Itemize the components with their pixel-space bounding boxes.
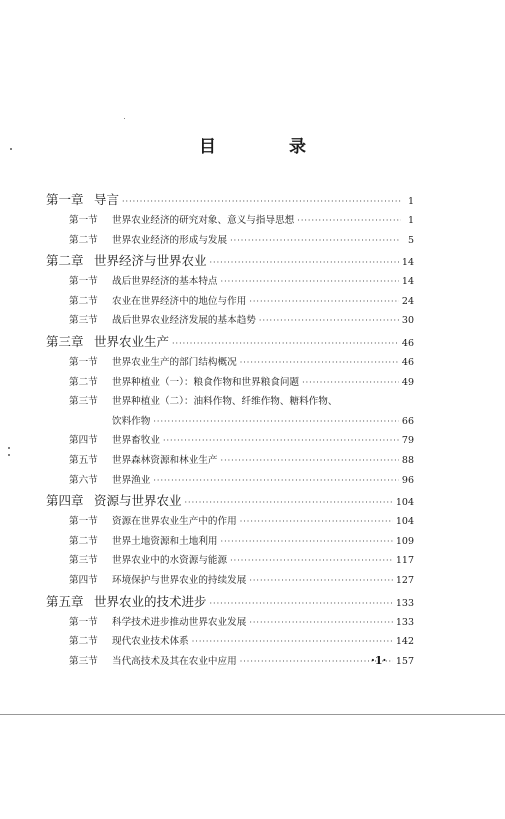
page-title: 目 录 [199, 137, 334, 157]
toc-page-number: 5 [407, 234, 414, 246]
scan-speck [8, 454, 10, 456]
toc-entry-number: 第一节 [69, 215, 98, 226]
toc-entry-title: 世界经济与世界农业 [94, 253, 207, 269]
toc-entry-number: 第六节 [69, 474, 98, 486]
toc-section-row[interactable] [46, 212, 414, 232]
toc-leader-dots [259, 316, 399, 325]
toc-section-row[interactable] [46, 393, 414, 413]
toc-leader-dots [240, 517, 393, 526]
toc-page-number: 46 [401, 356, 414, 368]
toc-entry-number: 第二章 [46, 253, 84, 269]
toc-page-number: 24 [401, 295, 414, 307]
toc-page-number: 79 [401, 435, 414, 447]
toc-entry-number: 第五节 [69, 454, 98, 466]
toc-leader-dots [221, 456, 399, 465]
toc-section-row[interactable] [46, 432, 414, 452]
toc-section-row[interactable] [46, 293, 414, 313]
toc-leader-dots [185, 498, 393, 507]
toc-entry-number: 第三节 [69, 396, 98, 408]
toc-entry-title: 世界土地资源和土地利用 [112, 535, 218, 547]
toc-entry-number: 第一章 [46, 192, 84, 207]
toc-page-number: 127 [395, 574, 414, 586]
toc-page-number: 66 [401, 415, 414, 427]
toc-chapter-row[interactable] [46, 592, 414, 614]
toc-section-row[interactable] [46, 633, 414, 653]
toc-page-number: 157 [395, 655, 414, 667]
toc-entry-number: 第二节 [69, 295, 98, 307]
toc-entry-number: 第二节 [69, 234, 98, 246]
toc-leader-dots [163, 436, 399, 445]
scan-speck [124, 118, 125, 119]
toc-section-row[interactable] [46, 572, 414, 592]
table-of-contents [46, 190, 414, 672]
toc-leader-dots [153, 476, 399, 485]
toc-leader-dots [172, 339, 399, 348]
toc-page-number: 133 [395, 616, 414, 628]
toc-chapter-row[interactable] [46, 190, 414, 212]
toc-entry-number: 第三节 [69, 655, 98, 667]
toc-leader-dots [153, 417, 399, 426]
toc-entry-title: 世界畜牧业 [112, 435, 160, 447]
toc-leader-dots [249, 576, 393, 585]
toc-entry-title: 世界种植业（一）：粮食作物和世界粮食问题 [112, 376, 300, 388]
scan-edge-line [0, 714, 505, 715]
toc-leader-dots [210, 258, 399, 267]
toc-entry-title: 世界农业的技术进步 [94, 593, 207, 609]
toc-page-number: 104 [395, 516, 414, 528]
toc-entry-number: 第五章 [46, 593, 84, 609]
toc-page-number: 1 [407, 215, 414, 226]
toc-section-row[interactable] [46, 653, 414, 673]
toc-entry-number: 第二节 [69, 535, 98, 547]
toc-section-row[interactable] [46, 413, 414, 433]
toc-section-row[interactable] [46, 452, 414, 472]
toc-section-row[interactable] [46, 513, 414, 533]
toc-page-number: 133 [395, 597, 414, 609]
toc-entry-title: 资源与世界农业 [94, 493, 182, 509]
toc-entry-title: 农业在世界经济中的地位与作用 [112, 295, 247, 307]
toc-entry-number: 第二节 [69, 376, 98, 388]
toc-leader-dots [210, 599, 393, 608]
toc-page-number: 142 [395, 636, 414, 648]
toc-leader-dots [249, 297, 399, 306]
toc-entry-title: 世界渔业 [112, 474, 151, 486]
toc-entry-number: 第四节 [69, 435, 98, 447]
toc-entry-title: 世界种植业（二）：油料作物、纤维作物、糖料作物、 [112, 396, 338, 408]
toc-section-row[interactable] [46, 614, 414, 634]
page-number: ·1· [371, 654, 387, 667]
toc-entry-title: 世界农业中的水资源与能源 [112, 555, 228, 567]
scan-speck [8, 447, 10, 449]
toc-entry-number: 第四章 [46, 493, 84, 509]
toc-page-number: 117 [395, 555, 414, 567]
toc-section-row[interactable] [46, 273, 414, 293]
toc-section-row[interactable] [46, 472, 414, 492]
toc-section-row[interactable] [46, 552, 414, 572]
toc-leader-dots [122, 197, 401, 206]
toc-section-row[interactable] [46, 374, 414, 394]
toc-entry-title: 世界森林资源和林业生产 [112, 454, 218, 466]
toc-section-row[interactable] [46, 354, 414, 374]
toc-entry-title: 导言 [94, 192, 120, 207]
toc-leader-dots [240, 358, 399, 367]
toc-entry-title: 战后世界农业经济发展的基本趋势 [112, 315, 256, 327]
toc-leader-dots [240, 657, 393, 666]
toc-entry-number: 第一节 [69, 516, 98, 528]
toc-leader-dots [297, 216, 401, 225]
toc-chapter-row[interactable] [46, 491, 414, 513]
toc-page-number: 104 [395, 497, 414, 509]
toc-entry-number: 第一节 [69, 356, 98, 368]
toc-entry-number: 第三节 [69, 315, 98, 327]
toc-page-number: 46 [401, 337, 414, 349]
toc-page-number: 88 [401, 454, 414, 466]
toc-entry-title: 战后世界经济的基本特点 [112, 276, 218, 288]
toc-entry-title: 世界农业生产 [94, 333, 170, 349]
toc-chapter-row[interactable] [46, 251, 414, 273]
toc-entry-title: 世界农业经济的研究对象、意义与指导思想 [112, 215, 295, 226]
toc-section-row[interactable] [46, 232, 414, 252]
toc-entry-number: 第一节 [69, 276, 98, 288]
toc-section-row[interactable] [46, 312, 414, 332]
toc-leader-dots [221, 537, 393, 546]
toc-page-number: 14 [401, 276, 414, 288]
toc-entry-title: 当代高技术及其在农业中应用 [112, 655, 237, 667]
toc-page-number: 14 [401, 257, 414, 269]
toc-entry-number: 第一节 [69, 616, 98, 628]
toc-chapter-row[interactable] [46, 332, 414, 354]
scan-speck [10, 148, 12, 150]
toc-page-number: 49 [401, 376, 414, 388]
toc-entry-title: 科学技术进步推动世界农业发展 [112, 616, 247, 628]
toc-entry-title: 世界农业生产的部门结构概况 [112, 356, 237, 368]
toc-leader-dots [230, 236, 401, 245]
toc-page-number: 1 [407, 196, 414, 207]
toc-entry-title: 饮料作物 [112, 415, 151, 427]
toc-page-number: 96 [401, 474, 414, 486]
toc-entry-title: 环境保护与世界农业的持续发展 [112, 574, 247, 586]
toc-entry-title: 现代农业技术体系 [112, 636, 189, 648]
toc-section-row[interactable] [46, 533, 414, 553]
toc-entry-title: 资源在世界农业生产中的作用 [112, 516, 237, 528]
toc-page-number: 109 [395, 535, 414, 547]
toc-entry-number: 第三节 [69, 555, 98, 567]
toc-leader-dots [192, 637, 393, 646]
toc-leader-dots [230, 556, 393, 565]
toc-entry-title: 世界农业经济的形成与发展 [112, 234, 228, 246]
toc-leader-dots [249, 618, 393, 627]
toc-leader-dots [221, 277, 399, 286]
toc-entry-number: 第三章 [46, 333, 84, 349]
toc-entry-number: 第二节 [69, 636, 98, 648]
toc-leader-dots [302, 378, 399, 387]
toc-page-number: 30 [401, 315, 414, 327]
toc-entry-number: 第四节 [69, 574, 98, 586]
